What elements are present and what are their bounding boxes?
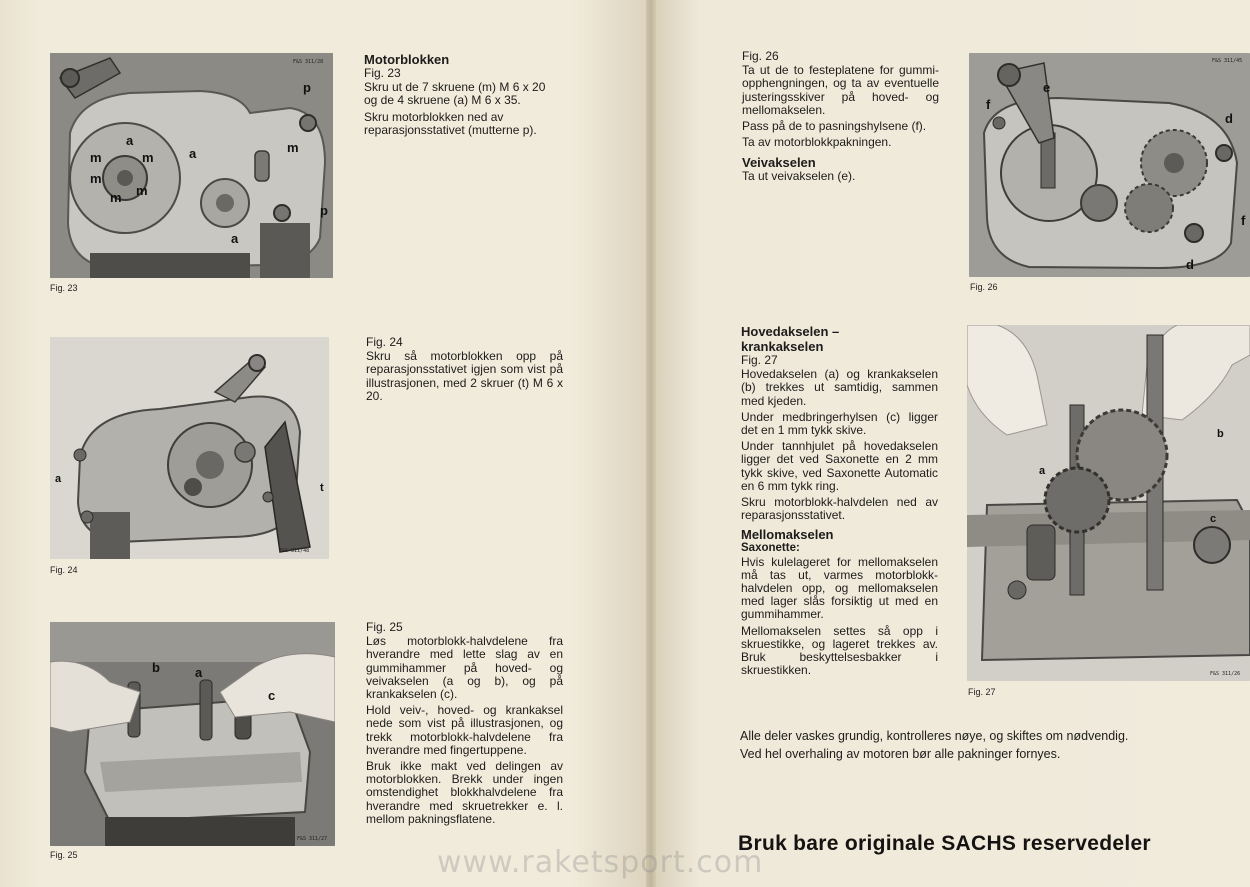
- veivakselen-paragraph: Ta ut veivakselen (e).: [742, 169, 856, 184]
- fig25-paragraph: Løs motorblokk-halvdelene fra hverandre med lette slag av en gummihammer på hoved- og veivakselen (a og b), og på krankakselen (c).: [366, 634, 563, 702]
- closing-text-block: [740, 727, 1180, 763]
- closing-line: Ved hel overhaling av motoren bør alle pakninger fornyes.: [740, 747, 1061, 761]
- fig23-paragraph: Skru motorblokken ned av reparasjonsstativet (mutterne p).: [364, 109, 537, 137]
- fig27-text-block: [741, 324, 938, 680]
- fig27-paragraph: Under tannhjulet på hovedakselen ligger det ved Saxonette en 2 mm tykk skive, ved Saxonette Automatic en 6 mm tykk ring.: [741, 439, 938, 493]
- fig26-label-f-right: f: [1241, 213, 1246, 228]
- fig25-caption: Fig. 25: [50, 850, 78, 860]
- fig26-photo: [969, 53, 1250, 277]
- saxonette-subheading: Saxonette:: [741, 542, 800, 555]
- fig24-paragraph: Skru så motorblokken opp på reparasjonsstativet igjen som vist på illustrasjonen, med 2 skruer (t) M 6 x 20.: [366, 349, 563, 403]
- fig26-label-e: e: [1043, 80, 1051, 95]
- shafts-and-chain-illustration: [967, 325, 1250, 681]
- crankcase-open-illustration: [969, 53, 1250, 277]
- fig24-text-label: Fig. 24: [366, 335, 403, 349]
- fig23-label-m-right: m: [287, 140, 299, 155]
- fig27-paragraph: Skru motorblokk-halvdelen ned av reparasjonsstativet.: [741, 495, 938, 523]
- closing-line: Alle deler vaskes grundig, kontrolleres nøye, og skiftes om nødvendig.: [740, 729, 1129, 743]
- fig27-photo-code: F&S 311/26: [1210, 671, 1241, 677]
- engine-on-stand-illustration: [50, 337, 329, 559]
- fig27-photo: [967, 325, 1250, 681]
- fig25-label-a: a: [195, 665, 203, 680]
- book-gutter: [646, 0, 656, 887]
- fig27-label-c: c: [1210, 513, 1217, 525]
- fig25-photo-code: F&S 311/27: [297, 836, 328, 842]
- fig25-paragraph: Hold veiv-, hoved- og krankaksel nede som vist på illustrasjonen, og trekk motorblokk-halvdelene fra hverandre med fingertuppene.: [366, 703, 563, 757]
- fig24-label-t: t: [320, 482, 324, 494]
- fig23-label-a1: a: [126, 133, 134, 148]
- fig26-label-d-top: d: [1225, 111, 1233, 126]
- fig26-label-d-bottom: d: [1186, 257, 1194, 272]
- fig27-label-a: a: [1039, 465, 1046, 477]
- fig24-label-a: a: [55, 473, 62, 485]
- mellomakselen-paragraph: Mellomakselen settes så opp i skruestikke, og lageret trekkes av. Bruk beskyttelsesbakker i skruestikken.: [741, 623, 938, 678]
- fig26-paragraph: Ta ut de to festeplatene for gummi-opphengningen, og ta av eventuelle justeringsskiver på hoved- og mellomakselen.: [742, 63, 939, 117]
- fig23-label-m1: m: [90, 150, 102, 165]
- fig26-caption: Fig. 26: [970, 282, 998, 292]
- fig23-text-label: Fig. 23: [364, 66, 401, 80]
- fig24-caption: Fig. 24: [50, 565, 78, 575]
- fig27-paragraph: Under medbringerhylsen (c) ligger det en 1 mm tykk skive.: [741, 409, 938, 438]
- fig26-photo-code: F&S 311/45: [1212, 58, 1243, 64]
- hovedakselen-heading-line1: Hovedakselen –: [741, 324, 840, 339]
- fig27-caption: Fig. 27: [968, 687, 996, 697]
- mellomakselen-paragraph: Hvis kulelageret for mellomakselen må tas ut, varmes motorblokk-halvdelen opp, og mellomakselen med lager slås forsiktig ut med en gummihammer.: [741, 554, 938, 622]
- fig24-photo-code: F&S 311/48: [279, 548, 310, 554]
- watermark-text: www.raketsport.com: [437, 845, 764, 880]
- fig27-paragraph: Hovedakselen (a) og krankakselen (b) trekkes ut samtidig, sammen med kjeden.: [741, 367, 938, 408]
- fig23-photo: [50, 53, 333, 278]
- hands-separating-block-illustration: [50, 622, 335, 846]
- fig23-label-m5: m: [110, 190, 122, 205]
- fig27-label-b: b: [1217, 428, 1224, 440]
- fig23-label-p-right: p: [320, 203, 328, 218]
- fig26-label-f-left: f: [986, 97, 991, 112]
- fig23-photo-code: F&S 311/28: [293, 59, 324, 65]
- fig23-caption: Fig. 23: [50, 283, 78, 293]
- fig25-paragraph: Bruk ikke makt ved delingen av motorblokken. Brekk under ingen omstendighet blokkhalvdelene fra hverandre med skruetrekker e. l. mellom pakningsflatene.: [366, 759, 563, 826]
- fig26-text-block: [742, 50, 939, 187]
- fig23-label-a-bottom: a: [231, 231, 239, 246]
- fig24-text-block: [366, 336, 563, 406]
- sachs-slogan: Bruk bare originale SACHS reservedeler: [738, 832, 1151, 855]
- fig24-photo: [50, 337, 329, 559]
- fig25-text-block: [366, 621, 563, 829]
- fig27-text-label: Fig. 27: [741, 353, 778, 367]
- fig23-label-p-top: p: [303, 80, 311, 95]
- fig23-label-m2: m: [142, 150, 154, 165]
- mellomakselen-heading: Mellomakselen: [741, 527, 834, 543]
- fig23-label-m4: m: [136, 183, 148, 198]
- fig25-label-b: b: [152, 660, 160, 675]
- motorblokken-heading: Motorblokken: [364, 52, 450, 67]
- fig23-label-a2: a: [189, 146, 197, 161]
- fig26-text-label: Fig. 26: [742, 49, 779, 63]
- fig23-text-block: [364, 52, 562, 140]
- fig25-text-label: Fig. 25: [366, 620, 403, 634]
- veivakselen-heading: Veivakselen: [742, 155, 816, 171]
- hovedakselen-heading-line2: krankakselen: [741, 339, 824, 354]
- fig25-label-c: c: [268, 688, 276, 703]
- fig25-photo: [50, 622, 335, 846]
- fig26-paragraph: Ta av motorblokkpakningen.: [742, 135, 892, 150]
- engine-block-illustration: [50, 53, 333, 278]
- fig26-paragraph: Pass på de to pasningshylsene (f).: [742, 119, 927, 134]
- fig23-paragraph: Skru ut de 7 skruene (m) M 6 x 20 og de 4 skruene (a) M 6 x 35.: [364, 80, 546, 108]
- fig23-label-m3: m: [90, 171, 102, 186]
